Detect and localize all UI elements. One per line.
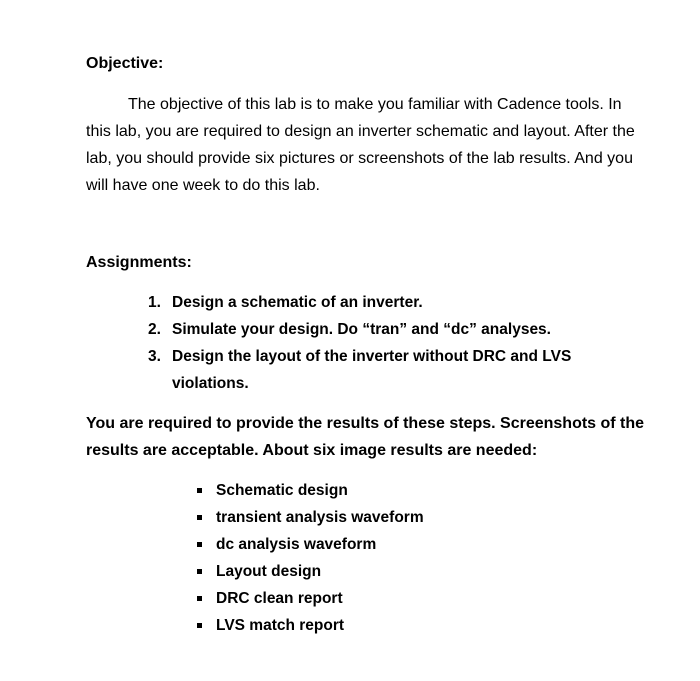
deliverable-text: dc analysis waveform (216, 536, 377, 553)
deliverable-text: transient analysis waveform (216, 509, 424, 526)
step-text: Design the layout of the inverter without DRC and LVS violations. (172, 348, 572, 392)
deliverable-text: LVS match report (216, 617, 345, 634)
objective-paragraph: The objective of this lab is to make you familiar with Cadence tools. In this lab, you are required to design an inverter schematic and layout. After the lab, you should provide six pictures or screenshots of the lab results. And you will have one week to do this lab. (86, 96, 635, 194)
assignment-steps-list (148, 289, 628, 397)
deliverable-item (196, 504, 424, 531)
square-bullet-icon (197, 623, 202, 628)
square-bullet-icon (197, 515, 202, 520)
deliverable-item (196, 558, 424, 585)
objective-heading: Objective: (86, 55, 164, 72)
deliverable-item (196, 531, 424, 558)
step-number: 2. (148, 321, 161, 338)
square-bullet-icon (197, 488, 202, 493)
step-number: 1. (148, 294, 161, 311)
deliverables-list (196, 477, 424, 639)
step-text: Simulate your design. Do “tran” and “dc” analyses. (172, 321, 551, 338)
square-bullet-icon (197, 596, 202, 601)
square-bullet-icon (197, 569, 202, 574)
deliverable-text: DRC clean report (216, 590, 343, 607)
assignment-step (148, 289, 628, 316)
square-bullet-icon (197, 542, 202, 547)
deliverable-text: Layout design (216, 563, 322, 580)
deliverable-item (196, 477, 424, 504)
assignments-heading: Assignments: (86, 254, 192, 271)
step-number: 3. (148, 348, 161, 365)
step-text: Design a schematic of an inverter. (172, 294, 423, 311)
assignment-step (148, 343, 628, 397)
deliverable-item (196, 612, 424, 639)
deliverable-item (196, 585, 424, 612)
results-paragraph: You are required to provide the results of these steps. Screenshots of the results are acceptable. About six image results are needed: (86, 415, 645, 459)
assignment-step (148, 316, 628, 343)
deliverable-text: Schematic design (216, 482, 348, 499)
